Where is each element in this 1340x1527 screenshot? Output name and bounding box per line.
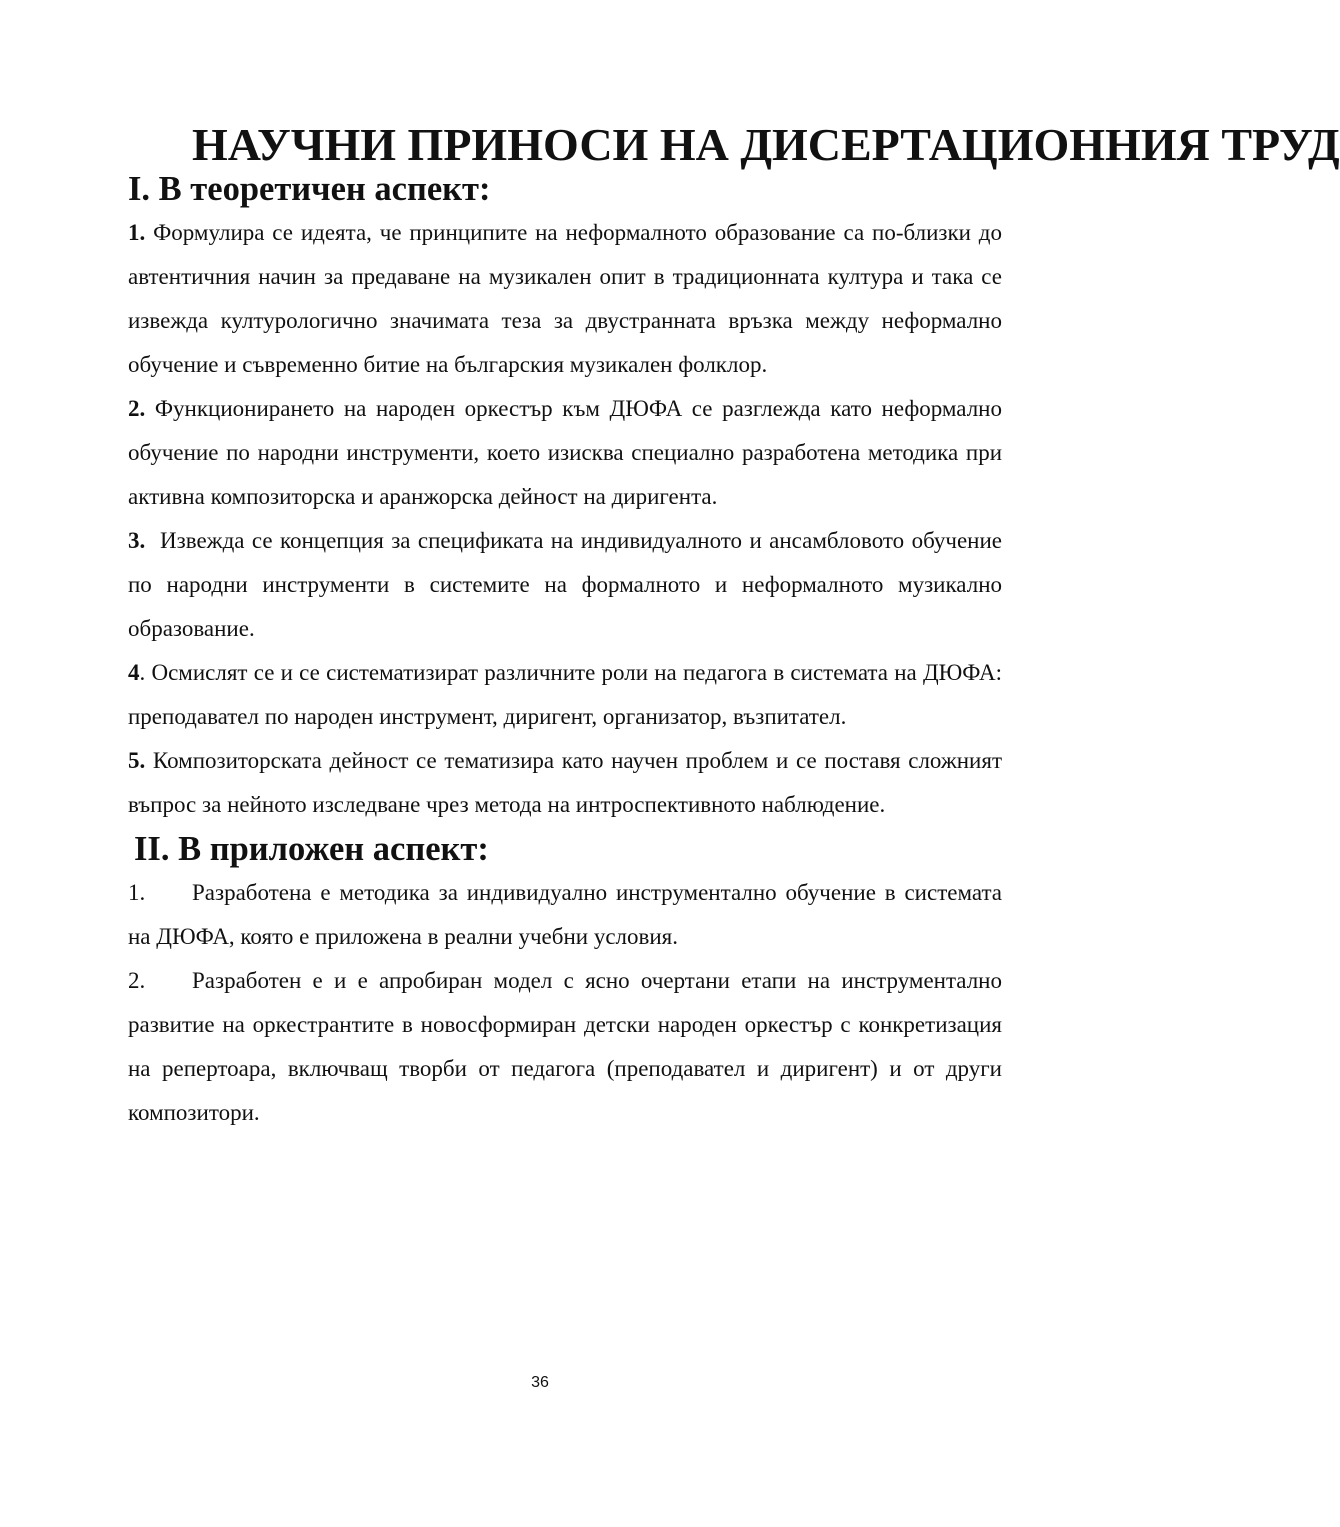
page-content	[128, 119, 1340, 1135]
item-text: Разработен е и е апробиран модел с ясно очертани етапи на инструментално развитие на оркестрантите в новосформиран детски народен оркестър с конкретизация на репертоара, включващ творби от педагога (преподавател и диригент) и от други композитори.	[128, 968, 1002, 1125]
item-number: 4	[128, 660, 140, 685]
theoretical-contribution-4	[128, 651, 1002, 739]
item-number: 3.	[128, 528, 146, 553]
item-number: 5.	[128, 748, 146, 773]
item-text: Функционирането на народен оркестър към ДЮФА се разглежда като неформално обучение по народни инструменти, което изисква специално разработена методика при активна композиторска и аранжорска дейност на диригента.	[128, 396, 1002, 509]
page-number: 36	[531, 1374, 549, 1391]
item-number: 1.	[128, 880, 146, 905]
item-text: Формулира се идеята, че принципите на неформалното образование са по-близки до автентичния начин за предаване на музикален опит в традиционната култура и така се извежда културологично значимата теза за двустранната връзка между неформално обучение и съвременно битие на българския музикален фолклор.	[128, 220, 1003, 377]
theoretical-contribution-5	[128, 739, 1002, 827]
theoretical-contribution-3	[128, 519, 1002, 651]
item-number: 2.	[128, 968, 146, 993]
page-title: НАУЧНИ ПРИНОСИ НА ДИСЕРТАЦИОННИЯ ТРУД	[192, 119, 1340, 170]
applied-contribution-1	[128, 871, 1002, 959]
theoretical-contribution-1	[128, 211, 1002, 387]
item-text: . Осмислят се и се систематизират различните роли на педагога в системата на ДЮФА: преподавател по народен инструмент, диригент, организатор, възпитател.	[128, 660, 1002, 729]
theoretical-contribution-2	[128, 387, 1002, 519]
item-number: 2.	[128, 396, 146, 421]
item-text: Разработена е методика за индивидуално инструментално обучение в системата на ДЮФА, която е приложена в реални учебни условия.	[128, 880, 1002, 949]
item-text: Извежда се концепция за спецификата на индивидуалното и ансамбловото обучение по народни инструменти в системите на формалното и неформалното музикално образование.	[128, 528, 1002, 641]
section-heading-applied: ІІ. В приложен аспект:	[134, 830, 489, 868]
item-text: Композиторската дейност се тематизира като научен проблем и се поставя сложният въпрос за нейното изследване чрез метода на интроспективното наблюдение.	[128, 748, 1002, 817]
applied-contribution-2	[128, 959, 1002, 1135]
item-number: 1.	[128, 220, 146, 245]
section-heading-theoretical: І. В теоретичен аспект:	[128, 170, 491, 208]
